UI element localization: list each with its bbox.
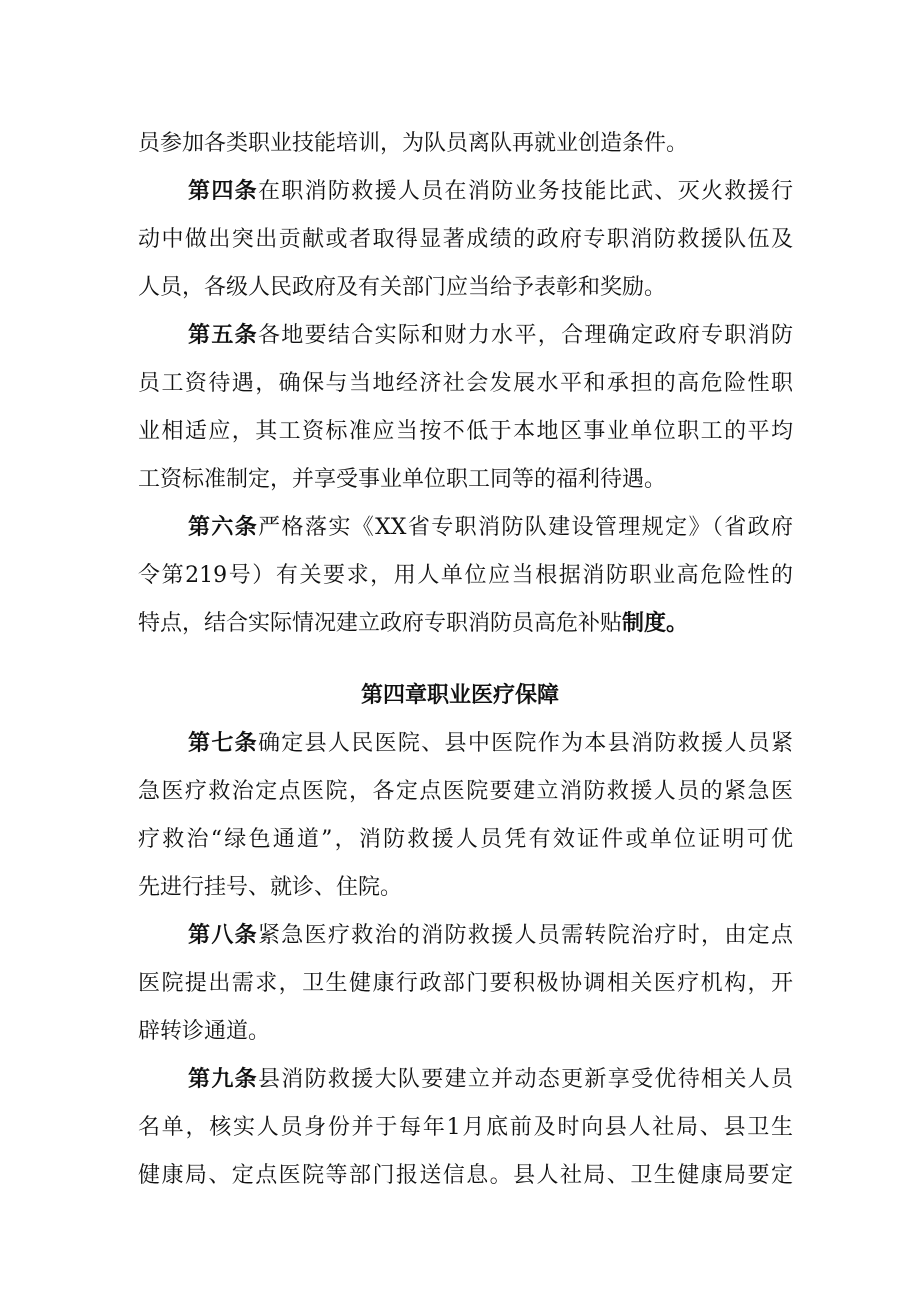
paragraph-line: 动中做出突出贡献或者取得显著成绩的政府专职消防救援队伍及 xyxy=(138,227,793,252)
line-text: 特点，结合实际情况建立政府专职消防员高危补贴 xyxy=(138,611,623,636)
article-label: 第七条 xyxy=(188,731,258,756)
paragraph-line: 医院提出需求，卫生健康行政部门要积极协调相关医疗机构，开 xyxy=(138,971,793,996)
paragraph-line: 名单，核实人员身份并于每年1月底前及时向县人社局、县卫生 xyxy=(138,1115,793,1140)
paragraph-line: 令第219号）有关要求，用人单位应当根据消防职业高危险性的 xyxy=(138,563,793,588)
article-text: 在职消防救援人员在消防业务技能比武、灭火救援行 xyxy=(257,179,793,204)
paragraph-line: 业相适应，其工资标准应当按不低于本地区事业单位职工的平均 xyxy=(138,419,793,444)
article-first-line xyxy=(188,318,793,354)
paragraph-line xyxy=(138,606,793,642)
paragraph-line: 员工资待遇，确保与当地经济社会发展水平和承担的高危险性职 xyxy=(138,371,793,396)
article-first-line xyxy=(188,174,793,210)
article-first-line xyxy=(188,918,793,954)
article-label: 第八条 xyxy=(188,923,258,948)
chapter-heading: 第四章职业医疗保障 xyxy=(360,683,559,708)
paragraph-line: 急医疗救治定点医院，各定点医院要建立消防救援人员的紧急医 xyxy=(138,779,793,804)
paragraph-line: 员参加各类职业技能培训，为队员离队再就业创造条件。 xyxy=(138,131,689,156)
paragraph-line: 工资标准制定，并享受事业单位职工同等的福利待遇。 xyxy=(138,467,667,492)
paragraph-line: 先进行挂号、就诊、住院。 xyxy=(138,875,403,900)
article-text: 县消防救援大队要建立并动态更新享受优待相关人员 xyxy=(257,1067,793,1092)
paragraph-line: 人员，各级人民政府及有关部门应当给予表彰和奖励。 xyxy=(138,275,667,300)
article-label: 第五条 xyxy=(188,323,258,348)
paragraph-line: 辟转诊通道。 xyxy=(138,1019,271,1044)
article-first-line xyxy=(188,510,793,546)
article-text: 确定县人民医院、县中医院作为本县消防救援人员紧 xyxy=(257,731,793,756)
article-text: 严格落实《XX省专职消防队建设管理规定》（省政府 xyxy=(258,515,793,540)
article-first-line xyxy=(188,1062,793,1098)
article-first-line xyxy=(188,726,793,762)
bold-tail-text: 制度。 xyxy=(622,611,689,636)
paragraph-line: 健康局、定点医院等部门报送信息。县人社局、卫生健康局要定 xyxy=(138,1163,793,1188)
article-text: 紧急医疗救治的消防救援人员需转院治疗时，由定点 xyxy=(257,923,793,948)
article-label: 第九条 xyxy=(188,1067,258,1092)
paragraph-line: 疗救治“绿色通道”，消防救援人员凭有效证件或单位证明可优 xyxy=(138,827,793,852)
article-label: 第六条 xyxy=(188,515,259,540)
article-text: 各地要结合实际和财力水平，合理确定政府专职消防 xyxy=(257,323,793,348)
article-label: 第四条 xyxy=(188,179,258,204)
